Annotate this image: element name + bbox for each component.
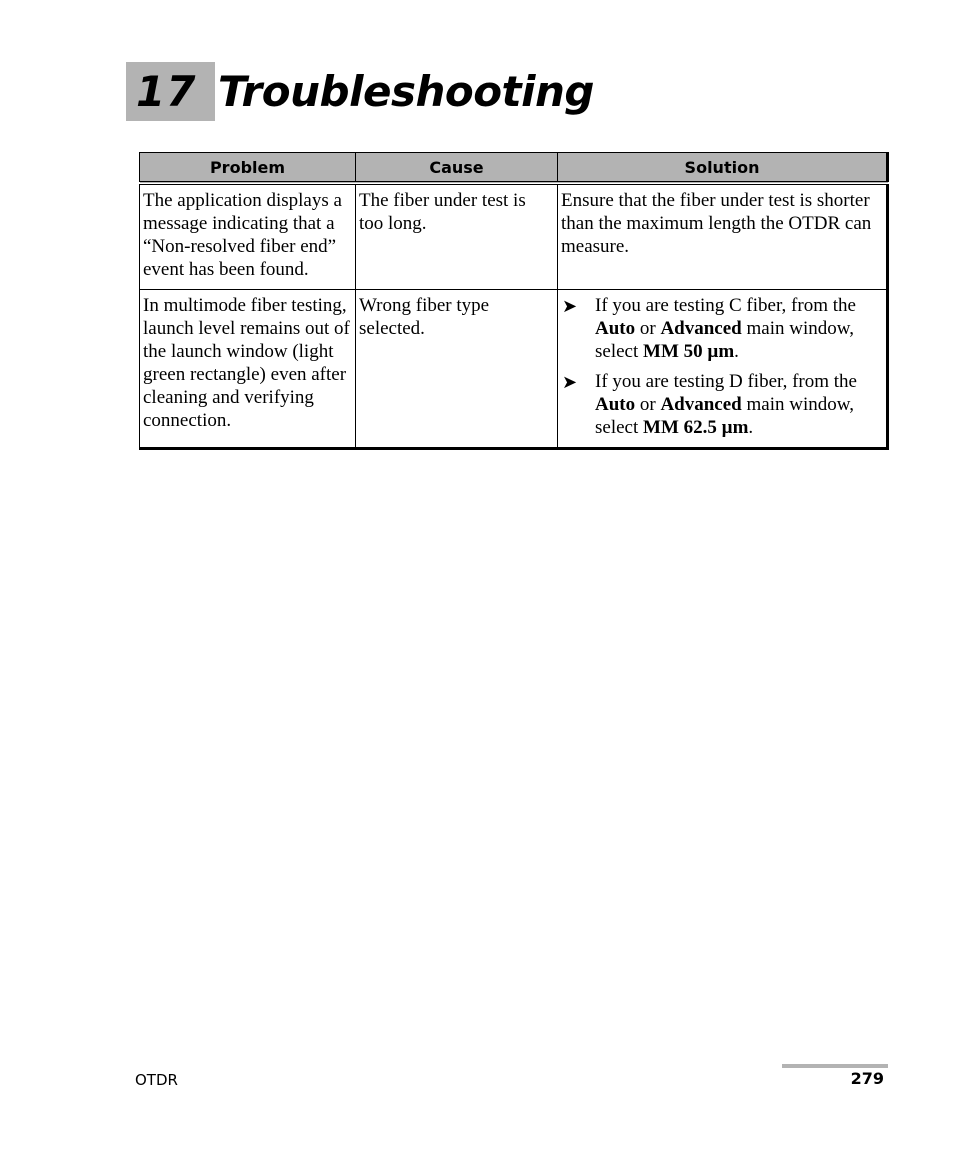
arrow-bullet-icon: ➤ [562, 296, 578, 317]
problem-cell: The application displays a message indicating that a “Non-resolved fiber end” event has been found. [140, 183, 356, 290]
solution-bullet-list [561, 294, 883, 439]
header-problem: Problem [140, 153, 356, 184]
menu-advanced: Advanced [660, 394, 742, 415]
menu-advanced: Advanced [660, 318, 742, 339]
option-mm-62-5: MM 62.5 µm [643, 417, 749, 438]
solution-bullet: ➤ If you are testing C fiber, from the Auto or Advanced main window, select MM 50 µm. [562, 295, 856, 362]
cause-cell: Wrong fiber type selected. [356, 290, 558, 449]
table-header-row [140, 153, 888, 184]
arrow-bullet-icon: ➤ [562, 372, 578, 393]
option-mm-50: MM 50 µm [643, 341, 735, 362]
cause-cell: The fiber under test is too long. [356, 183, 558, 290]
problem-cell: In multimode fiber testing, launch level remains out of the launch window (light green rectangle) even after cleaning and verifying connection. [140, 290, 356, 449]
solution-cell [558, 290, 888, 449]
chapter-number: 17 [136, 67, 197, 116]
footer-rule [782, 1064, 888, 1068]
footer-product-name: OTDR [135, 1071, 178, 1089]
menu-auto: Auto [595, 318, 636, 339]
header-solution: Solution [558, 153, 888, 184]
header-cause: Cause [356, 153, 558, 184]
table-row [140, 290, 888, 449]
page-number: 279 [850, 1069, 884, 1088]
table-row [140, 183, 888, 290]
troubleshooting-table [139, 152, 889, 450]
menu-auto: Auto [595, 394, 636, 415]
solution-cell: Ensure that the fiber under test is shorter than the maximum length the OTDR can measure. [558, 183, 888, 290]
solution-bullet: ➤ If you are testing D fiber, from the Auto or Advanced main window, select MM 62.5 µm. [562, 371, 857, 438]
chapter-title: Troubleshooting [218, 67, 594, 116]
